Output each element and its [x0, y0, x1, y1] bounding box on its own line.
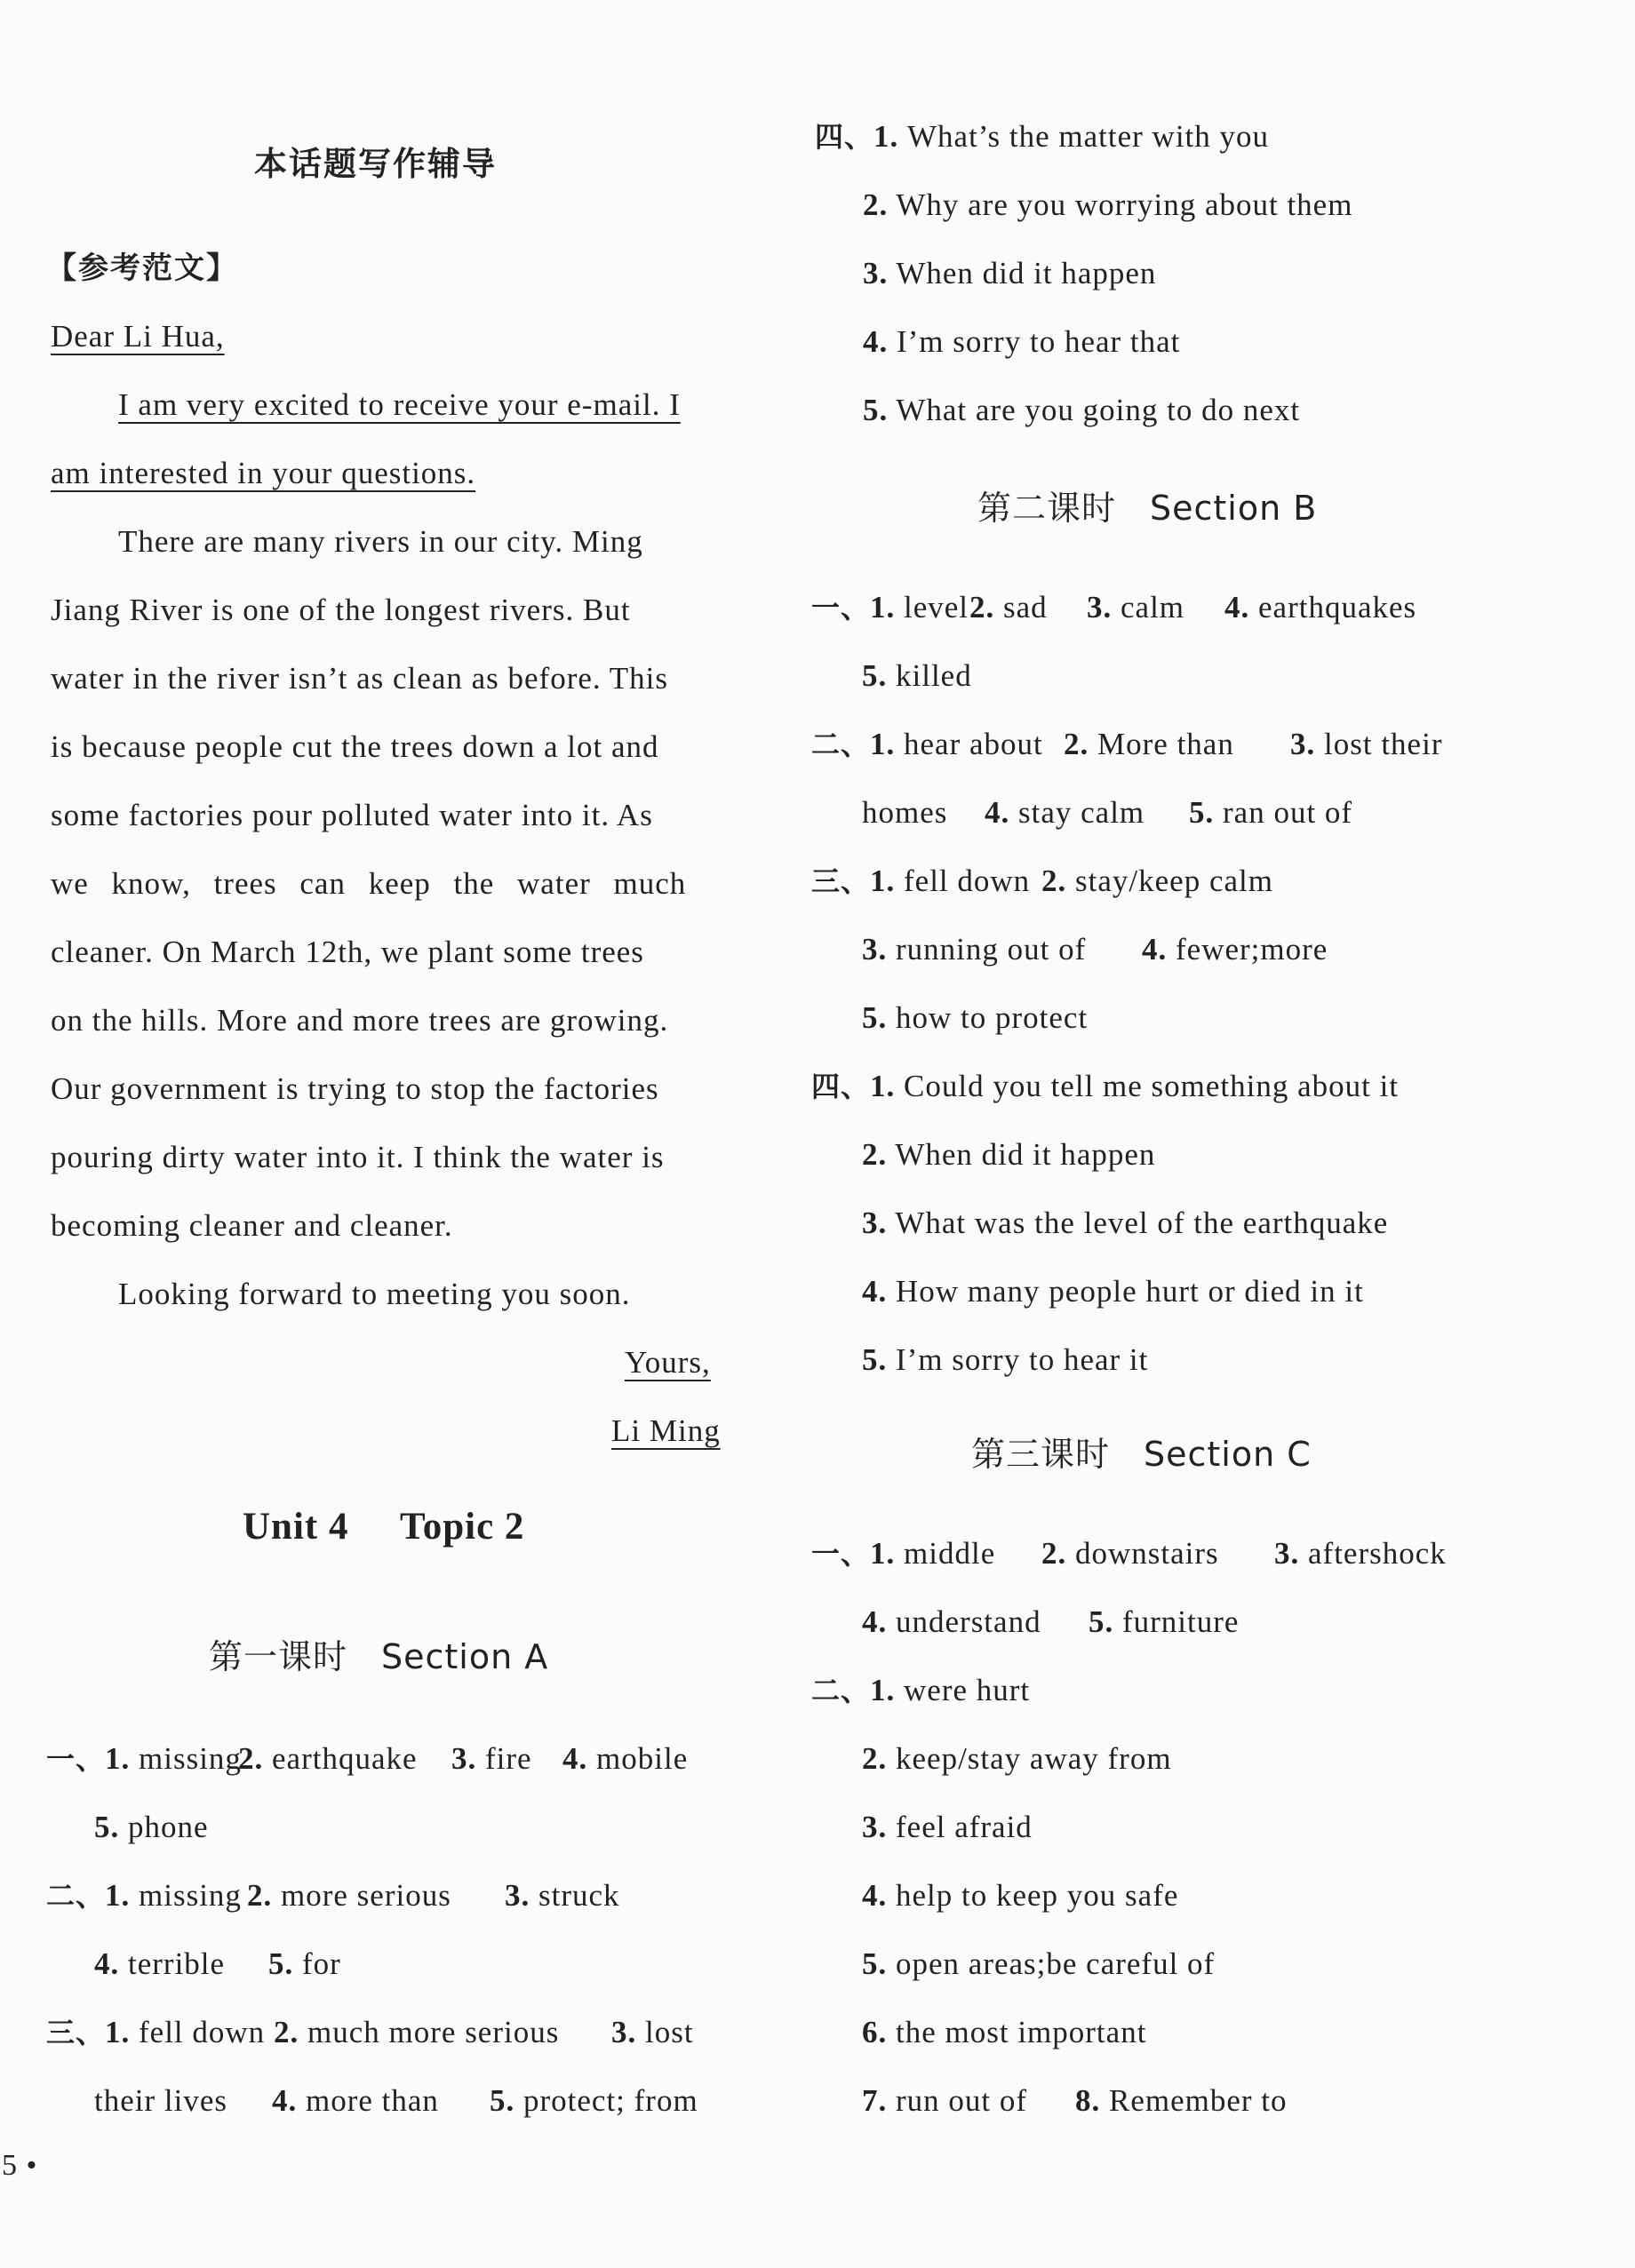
lesson-number: 第一课时	[209, 1637, 348, 1676]
answer: 1. middle	[870, 1536, 996, 1571]
exercise-label: 一、	[46, 1742, 106, 1776]
section-a-title	[209, 1637, 548, 1676]
answer: 3. struck	[505, 1878, 620, 1913]
exercise-a2	[46, 1876, 620, 1915]
exercise-c2	[811, 1671, 1030, 1710]
answer: 2. Why are you worrying about them	[863, 187, 1353, 222]
answer: 1. fell down	[870, 863, 1031, 898]
answer: 1. were hurt	[870, 1673, 1031, 1707]
answer: 3. calm	[1087, 590, 1185, 625]
exercise-a2-cont	[94, 1945, 341, 1984]
answer: 2. much more serious	[274, 2015, 560, 2049]
letter-line: is because people cut the trees down a lot and	[51, 729, 659, 764]
answer: 4. I’m sorry to hear that	[863, 324, 1181, 359]
answer: 5. open areas;be careful of	[862, 1946, 1216, 1981]
exercise-a3	[46, 2013, 694, 2052]
section-b-title	[977, 489, 1317, 528]
exercise-label: 四、	[815, 120, 874, 154]
exercise-a1	[46, 1739, 688, 1779]
answer: 2. earthquake	[238, 1741, 418, 1776]
answer: 3. feel afraid	[862, 1810, 1033, 1844]
answer: 4. more than	[272, 2083, 439, 2118]
answer: 5. protect; from	[490, 2083, 698, 2118]
answer: 2. sad	[969, 590, 1048, 625]
answer: 5. phone	[94, 1810, 209, 1844]
answer: 2. downstairs	[1041, 1536, 1219, 1571]
letter-line: becoming cleaner and cleaner.	[51, 1208, 453, 1243]
answer: homes	[862, 795, 948, 830]
exercise-b3-cont	[862, 930, 1328, 969]
answer: 4. understand	[862, 1604, 1041, 1639]
letter-line: Our government is trying to stop the factories	[51, 1071, 659, 1106]
answer: 5. ran out of	[1189, 795, 1353, 830]
answer: 4. mobile	[562, 1741, 689, 1776]
answer: 1. Could you tell me something about it	[870, 1069, 1400, 1103]
exercise-label: 三、	[811, 864, 871, 898]
letter-line: I am very excited to receive your e-mail. I	[118, 387, 681, 422]
answer: 3. fire	[451, 1741, 532, 1776]
letter-line: water in the river isn’t as clean as before. This	[51, 661, 668, 696]
answer: 1. missing	[105, 1878, 242, 1913]
answer: 3. running out of	[862, 932, 1087, 967]
answer: 4. terrible	[94, 1946, 226, 1981]
answer: 5. for	[268, 1946, 341, 1981]
letter-line: some factories pour polluted water into it. As	[51, 798, 653, 832]
section-name: Section B	[1150, 489, 1318, 528]
unit-title: Unit 4	[243, 1506, 349, 1548]
exercise-label: 二、	[811, 1674, 871, 1707]
exercise-c1-cont	[862, 1603, 1239, 1642]
answer: 1. level	[870, 590, 969, 625]
exercise-label: 四、	[811, 1070, 871, 1103]
lesson-number: 第二课时	[977, 489, 1117, 528]
letter-line: cleaner. On March 12th, we plant some trees	[51, 935, 644, 969]
exercise-label: 三、	[46, 2016, 106, 2049]
answer: 2. When did it happen	[862, 1137, 1156, 1172]
answer: 3. aftershock	[1274, 1536, 1447, 1571]
answer: 1. hear about	[870, 727, 1043, 761]
answer: 4. How many people hurt or died in it	[862, 1274, 1364, 1309]
lesson-number: 第三课时	[971, 1435, 1111, 1474]
answer: 3. What was the level of the earthquake	[862, 1206, 1389, 1240]
exercise-b4	[811, 1067, 1399, 1106]
page-number: 5 •	[2, 2149, 38, 2182]
letter-line: on the hills. More and more trees are growing.	[51, 1003, 669, 1038]
reference-essay-label: 【参考范文】	[46, 251, 238, 286]
exercise-label: 一、	[811, 1537, 871, 1571]
topic-title: Topic 2	[400, 1506, 525, 1548]
answer: 4. help to keep you safe	[862, 1878, 1179, 1913]
exercise-label: 二、	[811, 728, 871, 761]
answer: 4. fewer;more	[1142, 932, 1328, 967]
answer: 6. the most important	[862, 2015, 1147, 2049]
answer: 4. stay calm	[985, 795, 1145, 830]
answer: 2. stay/keep calm	[1041, 863, 1273, 898]
section-name: Section A	[381, 1637, 549, 1676]
letter-line: Jiang River is one of the longest rivers. But	[51, 593, 631, 627]
answer: 5. killed	[862, 658, 972, 693]
letter-line: Looking forward to meeting you soon.	[118, 1277, 631, 1311]
exercise-b2	[811, 725, 1442, 764]
section-c-title	[971, 1435, 1312, 1474]
section-name: Section C	[1144, 1435, 1312, 1474]
answer: 5. What are you going to do next	[863, 393, 1301, 427]
answer: 4. earthquakes	[1224, 590, 1417, 625]
answer: 1. What’s the matter with you	[873, 119, 1270, 154]
answer: their lives	[94, 2083, 227, 2118]
exercise-label: 二、	[46, 1879, 106, 1913]
answer: 5. furniture	[1089, 1604, 1240, 1639]
page-number-text: 5	[2, 2149, 18, 2182]
letter-salutation: Dear Li Hua,	[51, 319, 225, 354]
letter-line: am interested in your questions.	[51, 456, 476, 490]
answer: 2. keep/stay away from	[862, 1741, 1172, 1776]
exercise-label: 一、	[811, 591, 871, 625]
letter-closing: Yours,	[625, 1345, 711, 1380]
answer: 3. lost	[611, 2015, 694, 2049]
writing-guide-title: 本话题写作辅导	[254, 145, 497, 183]
letter-line: pouring dirty water into it. I think the water is	[51, 1140, 665, 1174]
answer: 5. how to protect	[862, 1000, 1089, 1035]
exercise-b2-cont	[862, 793, 1352, 832]
exercise-s4	[815, 117, 1269, 156]
letter-line: There are many rivers in our city. Ming	[118, 524, 643, 559]
exercise-b3	[811, 862, 1273, 901]
answer: 1. fell down	[105, 2015, 266, 2049]
exercise-c1	[811, 1534, 1447, 1573]
answer: 7. run out of	[862, 2083, 1028, 2118]
answer: 5. I’m sorry to hear it	[862, 1342, 1149, 1377]
answer: 1. missing	[105, 1741, 242, 1776]
answer: 2. more serious	[247, 1878, 451, 1913]
letter-line: we know, trees can keep the water much	[51, 866, 687, 901]
exercise-b1	[811, 588, 1416, 627]
exercise-a3-cont	[94, 2081, 698, 2121]
exercise-c2-last	[862, 2081, 1288, 2121]
answer: 3. lost their	[1290, 727, 1443, 761]
answer: 2. More than	[1064, 727, 1234, 761]
answer: 3. When did it happen	[863, 256, 1157, 290]
letter-signature: Li Ming	[611, 1413, 721, 1448]
answer: 8. Remember to	[1075, 2083, 1288, 2118]
